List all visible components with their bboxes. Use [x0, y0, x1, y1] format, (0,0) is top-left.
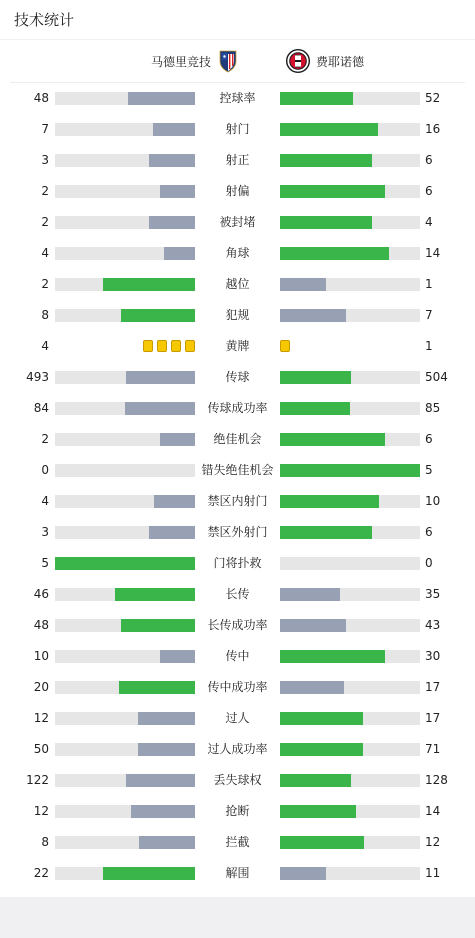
home-team-name: 马德里竞技 — [150, 54, 211, 69]
home-bar-track — [55, 495, 195, 508]
stat-label: 长传成功率 — [207, 618, 268, 632]
home-value: 5 — [41, 556, 49, 570]
stat-label: 错失绝佳机会 — [201, 463, 274, 477]
home-bar-fill — [149, 216, 195, 229]
home-bar-track — [55, 588, 195, 601]
card-bottom — [0, 889, 475, 897]
away-bar-fill — [280, 433, 385, 446]
stat-row — [0, 393, 475, 424]
home-bar-fill — [103, 867, 195, 880]
away-bar-track — [280, 92, 420, 105]
home-bar-fill — [131, 805, 195, 818]
away-bar-fill — [280, 123, 378, 136]
stat-label: 长传 — [225, 587, 250, 601]
yellow-card-icon — [157, 340, 167, 352]
home-bar-fill — [149, 526, 195, 539]
away-bar-fill — [280, 402, 350, 415]
away-value: 6 — [425, 153, 433, 167]
away-bar-fill — [280, 92, 353, 105]
stat-label: 解围 — [225, 866, 250, 880]
home-bar-track — [55, 526, 195, 539]
page-title: 技术统计 — [14, 11, 75, 29]
home-bar-fill — [153, 123, 195, 136]
stats-list — [0, 83, 475, 889]
home-bar-fill — [119, 681, 195, 694]
home-bar-track — [55, 743, 195, 756]
stat-label: 传球 — [225, 370, 250, 384]
stat-row — [0, 362, 475, 393]
stat-row — [0, 610, 475, 641]
home-bar-track — [55, 309, 195, 322]
teams-header — [10, 40, 465, 83]
away-value: 14 — [425, 804, 441, 818]
home-bar-fill — [164, 247, 195, 260]
home-bar-track — [55, 278, 195, 291]
away-bar-track — [280, 247, 420, 260]
away-team-name: 费耶诺德 — [316, 54, 365, 69]
stat-label: 越位 — [225, 277, 250, 291]
stat-label: 角球 — [225, 246, 250, 260]
stat-row — [0, 858, 475, 889]
home-value: 46 — [33, 587, 49, 601]
stat-row — [0, 269, 475, 300]
home-bar-track — [55, 836, 195, 849]
home-bar-track — [55, 805, 195, 818]
stat-row — [0, 455, 475, 486]
home-yellow-cards — [143, 340, 195, 352]
home-value: 12 — [33, 804, 49, 818]
home-bar-fill — [126, 371, 195, 384]
away-bar-track — [280, 495, 420, 508]
away-value: 1 — [425, 339, 433, 353]
away-value: 11 — [425, 866, 441, 880]
home-bar-track — [55, 557, 195, 570]
away-value: 1 — [425, 277, 433, 291]
stat-label: 犯规 — [225, 308, 250, 322]
home-bar-fill — [160, 433, 195, 446]
home-value: 8 — [41, 308, 49, 322]
home-bar-fill — [121, 309, 195, 322]
away-bar-track — [280, 278, 420, 291]
stat-row — [0, 114, 475, 145]
home-bar-track — [55, 154, 195, 167]
home-bar-track — [55, 619, 195, 632]
stat-row — [0, 331, 475, 362]
away-value: 5 — [425, 463, 433, 477]
away-bar-track — [280, 650, 420, 663]
away-bar-track — [280, 712, 420, 725]
stat-row — [0, 765, 475, 796]
away-value: 85 — [425, 401, 441, 415]
home-value: 12 — [33, 711, 49, 725]
home-bar-fill — [55, 557, 195, 570]
stat-label: 禁区外射门 — [207, 525, 268, 539]
home-bar-track — [55, 92, 195, 105]
away-value: 14 — [425, 246, 441, 260]
away-yellow-cards — [280, 340, 290, 352]
away-bar-fill — [280, 650, 385, 663]
away-bar-track — [280, 805, 420, 818]
yellow-card-icon — [171, 340, 181, 352]
away-bar-track — [280, 867, 420, 880]
away-bar-track — [280, 681, 420, 694]
away-value: 6 — [425, 525, 433, 539]
away-bar-track — [280, 526, 420, 539]
away-bar-track — [280, 433, 420, 446]
away-value: 52 — [425, 91, 441, 105]
away-bar-track — [280, 557, 420, 570]
home-bar-fill — [138, 712, 195, 725]
home-value: 8 — [41, 835, 49, 849]
away-bar-track — [280, 185, 420, 198]
stat-row — [0, 672, 475, 703]
away-value: 128 — [425, 773, 448, 787]
stat-label: 射正 — [225, 153, 250, 167]
away-value: 504 — [425, 370, 448, 384]
stat-label: 抢断 — [225, 804, 250, 818]
stat-row — [0, 145, 475, 176]
home-value: 2 — [41, 277, 49, 291]
away-value: 16 — [425, 122, 441, 136]
home-bar-track — [55, 867, 195, 880]
home-value: 48 — [33, 618, 49, 632]
stat-label: 过人 — [225, 711, 250, 725]
stat-row — [0, 548, 475, 579]
home-bar-track — [55, 123, 195, 136]
home-value: 20 — [33, 680, 49, 694]
stat-row — [0, 486, 475, 517]
away-value: 4 — [425, 215, 433, 229]
away-bar-fill — [280, 464, 420, 477]
home-value: 2 — [41, 184, 49, 198]
stat-row — [0, 827, 475, 858]
home-bar-track — [55, 464, 195, 477]
home-bar-fill — [149, 154, 195, 167]
home-bar-fill — [115, 588, 195, 601]
stat-row — [0, 579, 475, 610]
home-bar-track — [55, 402, 195, 415]
away-value: 17 — [425, 711, 441, 725]
away-bar-track — [280, 371, 420, 384]
away-bar-fill — [280, 836, 364, 849]
stat-row — [0, 641, 475, 672]
away-bar-fill — [280, 743, 363, 756]
home-bar-fill — [160, 185, 195, 198]
stat-label: 射门 — [225, 122, 250, 136]
away-bar-track — [280, 836, 420, 849]
stat-label: 拦截 — [225, 835, 250, 849]
home-bar-track — [55, 650, 195, 663]
away-value: 0 — [425, 556, 433, 570]
away-bar-fill — [280, 371, 351, 384]
stat-row — [0, 83, 475, 114]
home-bar-fill — [125, 402, 195, 415]
stat-label: 传中 — [225, 649, 250, 663]
home-bar-track — [55, 712, 195, 725]
away-value: 12 — [425, 835, 441, 849]
yellow-card-icon — [185, 340, 195, 352]
stat-row — [0, 238, 475, 269]
feyenoord-crest-icon — [286, 49, 310, 73]
home-value: 4 — [41, 246, 49, 260]
stat-row — [0, 207, 475, 238]
stat-label: 绝佳机会 — [213, 432, 262, 446]
stat-row — [0, 734, 475, 765]
away-bar-fill — [280, 712, 363, 725]
stat-label: 门将扑救 — [213, 556, 262, 570]
home-bar-fill — [126, 774, 195, 787]
home-bar-fill — [160, 650, 195, 663]
away-value: 30 — [425, 649, 441, 663]
away-bar-track — [280, 309, 420, 322]
away-bar-fill — [280, 309, 346, 322]
stat-label: 控球率 — [219, 91, 256, 105]
away-bar-fill — [280, 588, 340, 601]
stat-row — [0, 424, 475, 455]
home-bar-track — [55, 433, 195, 446]
away-bar-track — [280, 216, 420, 229]
away-value: 17 — [425, 680, 441, 694]
home-bar-track — [55, 247, 195, 260]
away-bar-fill — [280, 867, 326, 880]
home-bar-fill — [154, 495, 195, 508]
home-value: 0 — [41, 463, 49, 477]
home-value: 2 — [41, 215, 49, 229]
atletico-crest-icon — [219, 49, 237, 73]
away-bar-track — [280, 619, 420, 632]
away-value: 71 — [425, 742, 441, 756]
stat-label: 黄牌 — [225, 339, 250, 353]
stat-label: 丢失球权 — [213, 773, 262, 787]
home-bar-fill — [103, 278, 195, 291]
home-value: 22 — [33, 866, 49, 880]
home-value: 7 — [41, 122, 49, 136]
stat-row — [0, 796, 475, 827]
away-bar-fill — [280, 805, 356, 818]
away-bar-fill — [280, 619, 346, 632]
home-bar-track — [55, 774, 195, 787]
stat-label: 传中成功率 — [207, 680, 268, 694]
home-value: 48 — [33, 91, 49, 105]
away-value: 6 — [425, 184, 433, 198]
away-bar-track — [280, 588, 420, 601]
away-bar-fill — [280, 247, 389, 260]
stat-row — [0, 517, 475, 548]
away-bar-fill — [280, 216, 372, 229]
home-bar-fill — [121, 619, 195, 632]
home-value: 4 — [41, 339, 49, 353]
home-bar-fill — [128, 92, 195, 105]
home-team — [151, 40, 237, 82]
away-bar-fill — [280, 495, 379, 508]
home-value: 2 — [41, 432, 49, 446]
stat-row — [0, 176, 475, 207]
stat-row — [0, 703, 475, 734]
home-bar-track — [55, 216, 195, 229]
stat-row — [0, 300, 475, 331]
stat-label: 射偏 — [225, 184, 250, 198]
away-team — [286, 40, 364, 82]
away-value: 43 — [425, 618, 441, 632]
home-value: 4 — [41, 494, 49, 508]
away-bar-fill — [280, 154, 372, 167]
yellow-card-icon — [280, 340, 290, 352]
stat-label: 过人成功率 — [207, 742, 268, 756]
home-bar-track — [55, 185, 195, 198]
away-bar-track — [280, 402, 420, 415]
away-bar-fill — [280, 278, 326, 291]
away-bar-track — [280, 154, 420, 167]
away-bar-fill — [280, 526, 372, 539]
home-value: 50 — [33, 742, 49, 756]
away-bar-fill — [280, 185, 385, 198]
away-value: 7 — [425, 308, 433, 322]
home-bar-fill — [138, 743, 195, 756]
home-value: 493 — [26, 370, 49, 384]
home-value: 84 — [33, 401, 49, 415]
home-bar-track — [55, 681, 195, 694]
home-value: 10 — [33, 649, 49, 663]
away-bar-fill — [280, 681, 344, 694]
home-value: 122 — [26, 773, 49, 787]
yellow-card-icon — [143, 340, 153, 352]
away-bar-track — [280, 464, 420, 477]
home-bar-fill — [139, 836, 195, 849]
header — [0, 0, 475, 40]
away-value: 35 — [425, 587, 441, 601]
away-bar-track — [280, 743, 420, 756]
home-bar-track — [55, 371, 195, 384]
stat-label: 禁区内射门 — [207, 494, 268, 508]
away-bar-track — [280, 123, 420, 136]
home-value: 3 — [41, 525, 49, 539]
home-value: 3 — [41, 153, 49, 167]
away-value: 10 — [425, 494, 441, 508]
stat-label: 被封堵 — [219, 215, 256, 229]
stat-label: 传球成功率 — [207, 401, 268, 415]
away-bar-fill — [280, 774, 351, 787]
away-value: 6 — [425, 432, 433, 446]
away-bar-track — [280, 774, 420, 787]
